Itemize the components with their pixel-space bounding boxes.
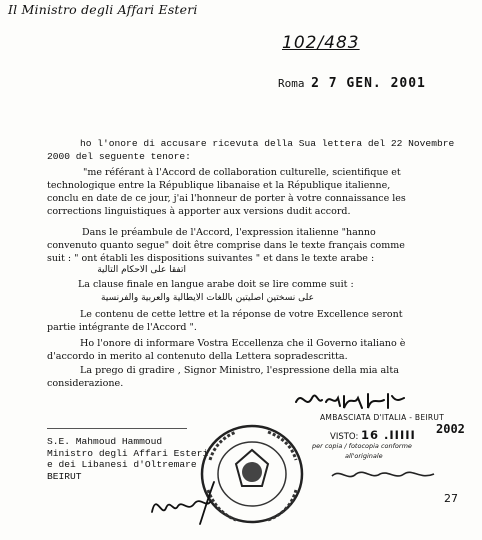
recipient-title: Ministro degli Affari Esteri [47, 447, 209, 459]
closing-line-2: considerazione. [47, 378, 124, 389]
closing-line-1: La prego di gradire , Signor Ministro, l'espressione della mia alta [80, 365, 399, 376]
visto-stamp [330, 428, 416, 442]
arabic-line-2: على نسختين اصليتين باللغات الايطالية والعربية والفرنسية [101, 293, 314, 303]
visto-date: 16 .IIIII [361, 428, 416, 442]
final-clause: La clause finale en langue arabe doit se lire comme suit : [78, 279, 354, 290]
copia-originale: all'originale [345, 452, 383, 460]
ho-line-2: d'accordo in merito al contenuto della Lettera sopradescritta. [47, 351, 348, 362]
date-stamp: 2 7 GEN. 2001 [311, 76, 426, 91]
arabic-line-1: اتفقا على الاحكام التالية [97, 265, 186, 275]
quote-line-3: conclu en date de ce jour, j'ai l'honneur de porter à votre connaissance les [47, 193, 406, 204]
minister-signature [292, 384, 412, 416]
quote-line-1: "me référant à l'Accord de collaboration culturelle, scientifique et [83, 167, 401, 178]
recipient-name: S.E. Mahmoud Hammoud [47, 436, 163, 447]
visto-year: 2002 [436, 422, 465, 436]
visto-label: VISTO: [330, 432, 359, 442]
dateline [278, 76, 426, 91]
embassy-stamp-title: AMBASCIATA D'ITALIA - BEIRUT [320, 413, 445, 422]
official-signature [148, 478, 228, 528]
recipient-block [47, 436, 208, 482]
preamble-line-3: suit : " ont établi les dispositions suivantes " et dans le texte arabe : [47, 253, 375, 264]
copia-conforme: per copia / fotocopia conforme [312, 442, 412, 450]
place: Roma [278, 77, 305, 90]
ho-line-1: Ho l'onore di informare Vostra Eccellenza che il Governo italiano è [80, 338, 406, 349]
intro-line-1: ho l'onore di accusare ricevuta della Sua lettera del 22 Novembre [80, 138, 455, 149]
quote-line-4: corrections linguistiques à apporter aux versions dudit accord. [47, 206, 351, 217]
divider-line [47, 428, 187, 429]
recipient-city: BEIRUT [47, 470, 82, 482]
content-line-1: Le contenu de cette lettre et la réponse de votre Excellence seront [80, 309, 403, 320]
quote-line-2: technologique entre la République libanaise et la République italienne, [47, 180, 391, 191]
intro-line-2: 2000 del seguente tenore: [47, 151, 191, 162]
ministry-header: Il Ministro degli Affari Esteri [8, 2, 198, 17]
preamble-line-1: Dans le préambule de l'Accord, l'expression italienne "hanno [82, 227, 376, 238]
stamp-handwriting [330, 466, 440, 486]
recipient-title-2: e dei Libanesi d'Oltremare [47, 459, 197, 471]
protocol-number: 102/483 [282, 33, 360, 53]
page-number: 27 [444, 492, 458, 505]
preamble-line-2: convenuto quanto segue" doit être comprise dans le texte français comme [47, 240, 405, 251]
content-line-2: partie intégrante de l'Accord ". [47, 322, 197, 333]
